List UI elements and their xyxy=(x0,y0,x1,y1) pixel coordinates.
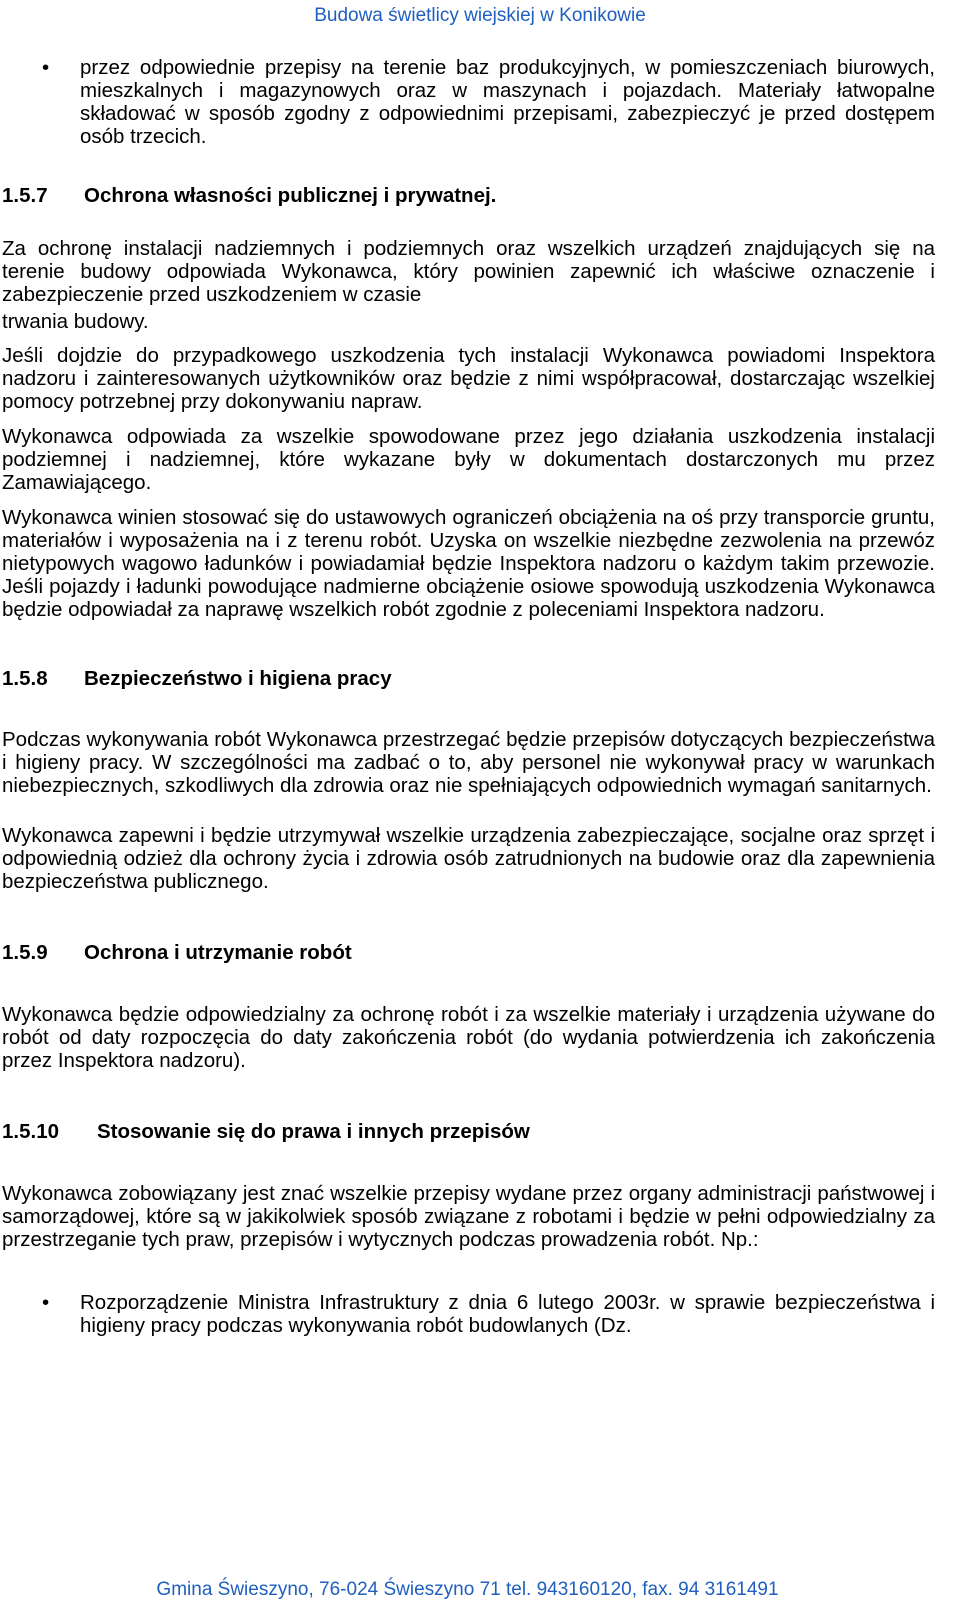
section-title: Ochrona własności publicznej i prywatnej. xyxy=(84,184,497,207)
list-item xyxy=(2,56,935,148)
regulation-bullet-list xyxy=(2,1291,935,1337)
list-item xyxy=(2,1291,935,1337)
section-number: 1.5.7 xyxy=(2,184,48,207)
section-title: Ochrona i utrzymanie robót xyxy=(84,941,352,964)
paragraph: Wykonawca zapewni i będzie utrzymywał wszelkie urządzenia zabezpieczające, socjalne oraz sprzęt i odpowiednią odzież dla ochrony życia i zdrowia osób zatrudnionych na budowie oraz dla zapewnienia bezpieczeństwa publicznego. xyxy=(2,824,935,893)
page-header: Budowa świetlicy wiejskiej w Konikowie xyxy=(314,5,646,26)
list-item-text: Rozporządzenie Ministra Infrastruktury z dnia 6 lutego 2003r. w sprawie bezpieczeństwa i higieny pracy podczas wykonywania robót budowlanych (Dz. xyxy=(80,1291,935,1337)
paragraph: Jeśli dojdzie do przypadkowego uszkodzenia tych instalacji Wykonawca powiadomi Inspektora nadzoru i zainteresowanych użytkowników oraz będzie z nimi współpracował, dostarczając wszelkiej pomocy potrzebnej przy dokonywaniu napraw. xyxy=(2,344,935,413)
section-title: Bezpieczeństwo i higiena pracy xyxy=(84,667,392,690)
paragraph: Wykonawca będzie odpowiedzialny za ochronę robót i za wszelkie materiały i urządzenia używane do robót od daty rozpoczęcia do daty zakończenia robót (do wydania potwierdzenia ich zakończenia przez Inspektora nadzoru). xyxy=(2,1003,935,1072)
section-number: 1.5.10 xyxy=(2,1120,59,1143)
intro-bullet-list xyxy=(2,56,935,148)
bullet-icon: • xyxy=(42,56,50,79)
section-number: 1.5.9 xyxy=(2,941,48,964)
section-heading-1-5-10 xyxy=(2,1120,935,1143)
section-number: 1.5.8 xyxy=(2,667,48,690)
bullet-icon: • xyxy=(42,1291,50,1314)
paragraph: Wykonawca winien stosować się do ustawowych ograniczeń obciążenia na oś przy transporcie gruntu, materiałów i wyposażenia na i z terenu robót. Uzyska on wszelkie niezbędne zezwolenia na przewóz nietypowych wagowo ładunków i powiadamiał będzie Inspektora nadzoru o każdym takim przewozie. Jeśli pojazdy i ładunki powodujące nadmierne obciążenie osiowe spowodują uszkodzenia Wykonawca będzie odpowiadał za naprawę wszelkich robót zgodnie z poleceniami Inspektora nadzoru. xyxy=(2,506,935,621)
section-heading-1-5-9 xyxy=(2,941,935,964)
section-heading-1-5-8 xyxy=(2,667,935,690)
list-item-text: przez odpowiednie przepisy na terenie baz produkcyjnych, w pomieszczeniach biurowych, mieszkalnych i magazynowych oraz w maszynach i pojazdach. Materiały łatwopalne składować w sposób zgodny z odpowiednimi przepisami, zabezpieczyć je przed dostępem osób trzecich. xyxy=(80,56,935,148)
paragraph: Wykonawca zobowiązany jest znać wszelkie przepisy wydane przez organy administracji państwowej i samorządowej, które są w jakikolwiek sposób związane z robotami i będzie w pełni odpowiedzialny za przestrzeganie tych praw, przepisów i wytycznych podczas prowadzenia robót. Np.: xyxy=(2,1182,935,1251)
paragraph: Za ochronę instalacji nadziemnych i podziemnych oraz wszelkich urządzeń znajdujących się na terenie budowy odpowiada Wykonawca, który powinien zapewnić ich właściwe oznaczenie i zabezpieczenie przed uszkodzeniem w czasie xyxy=(2,237,935,306)
paragraph-tail: trwania budowy. xyxy=(2,310,149,333)
paragraph: Podczas wykonywania robót Wykonawca przestrzegać będzie przepisów dotyczących bezpieczeństwa i higieny pracy. W szczególności ma zadbać o to, aby personel nie wykonywał pracy w warunkach niebezpiecznych, szkodliwych dla zdrowia oraz nie spełniających odpowiednich wymagań sanitarnych. xyxy=(2,728,935,797)
page-footer: Gmina Świeszyno, 76-024 Świeszyno 71 tel. 943160120, fax. 94 3161491 xyxy=(156,1579,779,1600)
paragraph: Wykonawca odpowiada za wszelkie spowodowane przez jego działania uszkodzenia instalacji podziemnej i nadziemnej, które wykazane były w dokumentach dostarczonych mu przez Zamawiającego. xyxy=(2,425,935,494)
document-body xyxy=(2,56,935,1337)
section-heading-1-5-7 xyxy=(2,184,935,207)
section-title: Stosowanie się do prawa i innych przepisów xyxy=(97,1120,530,1143)
